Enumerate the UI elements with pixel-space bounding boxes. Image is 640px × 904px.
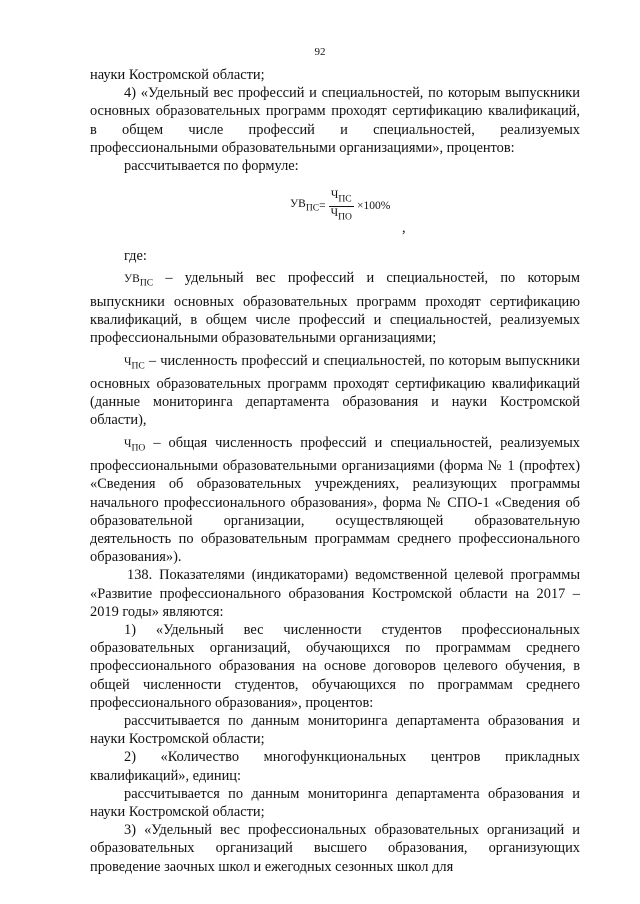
formula-denominator: $Ч_{ПО}$: [330, 206, 352, 222]
paragraph: 2) «Количество многофункциональных центров прикладных квалификаций», единиц:: [90, 749, 580, 784]
paragraph: 4) «Удельный вес профессий и специальностей, по которым выпускники основных образовательных программ проходят сертификацию квалификаций, в общем числе профессий и специальностей, реализуемых профессиональными образовательными организациями», процентов:: [90, 85, 580, 156]
formula: [90, 175, 580, 247]
page-content: [90, 66, 580, 876]
symbol-ch-po: $Ч_{ПО}$: [124, 437, 146, 453]
paragraph: науки Костромской области;: [90, 67, 265, 83]
formula-multiplier: ×100%: [356, 199, 391, 212]
symbol-ch-ps: $Ч_{ПС}$: [124, 355, 145, 371]
paragraph: 3) «Удельный вес профессиональных образовательных организаций и образовательных организаций высшего образования, организующих проведение заочных школ и ежегодных сезонных школ для: [90, 822, 580, 875]
formula-comma: ,: [402, 220, 406, 237]
paragraph: рассчитывается по данным мониторинга департамента образования и науки Костромской области;: [90, 712, 580, 748]
page-number: 92: [314, 46, 326, 58]
paragraph: 138. Показателями (индикаторами) ведомственной целевой программы «Развитие профессионального образования Костромской области на 2017 – 2019 годы» являются:: [90, 567, 580, 620]
formula-fraction: [329, 189, 354, 223]
definition-uv: $УВ_{ПС}$ – удельный вес профессий и специальностей, по которым выпускники основных образовательных программ проходят сертификацию квалификаций, в общем числе профессий и специальностей, реализуемых профессиональными образовательными организациями;: [90, 270, 580, 347]
paragraph: рассчитывается по формуле:: [124, 158, 299, 175]
paragraph: где:: [124, 248, 147, 265]
definition-ch-po: $Ч_{ПО}$ – общая численность профессий и специальностей, реализуемых профессиональными образовательными организациями (форма № 1 (профтех) «Сведения об образовательных учреждениях, реализующих программы начального профессионального образования», форма № СПО-1 «Сведения об образовательной организации, осуществляющей образовательную деятельность по образовательным программам среднего профессионального образования»).: [90, 434, 580, 566]
formula-expression: [290, 189, 390, 223]
paragraph: 1) «Удельный вес численности студентов профессиональных образовательных организаций, обучающихся по программам среднего профессионального образования на основе договоров целевого обучения, в общей численности студентов, обучающихся по программам среднего профессионального образования», процентов:: [90, 621, 580, 711]
definition-ch-ps: $Ч_{ПС}$ – численность профессий и специальностей, по которым выпускники основных образовательных программ проходят сертификацию квалификаций (данные мониторинга департамента образования и науки Костромской области),: [90, 352, 580, 429]
formula-equals: =: [319, 199, 326, 212]
symbol-uv: $УВ_{ПС}$: [124, 273, 154, 289]
paragraph: рассчитывается по данным мониторинга департамента образования и науки Костромской области;: [90, 785, 580, 820]
formula-numerator: $Ч_{ПС}$: [330, 189, 352, 205]
formula-lhs: $УВ_{ПС}$: [290, 197, 320, 214]
